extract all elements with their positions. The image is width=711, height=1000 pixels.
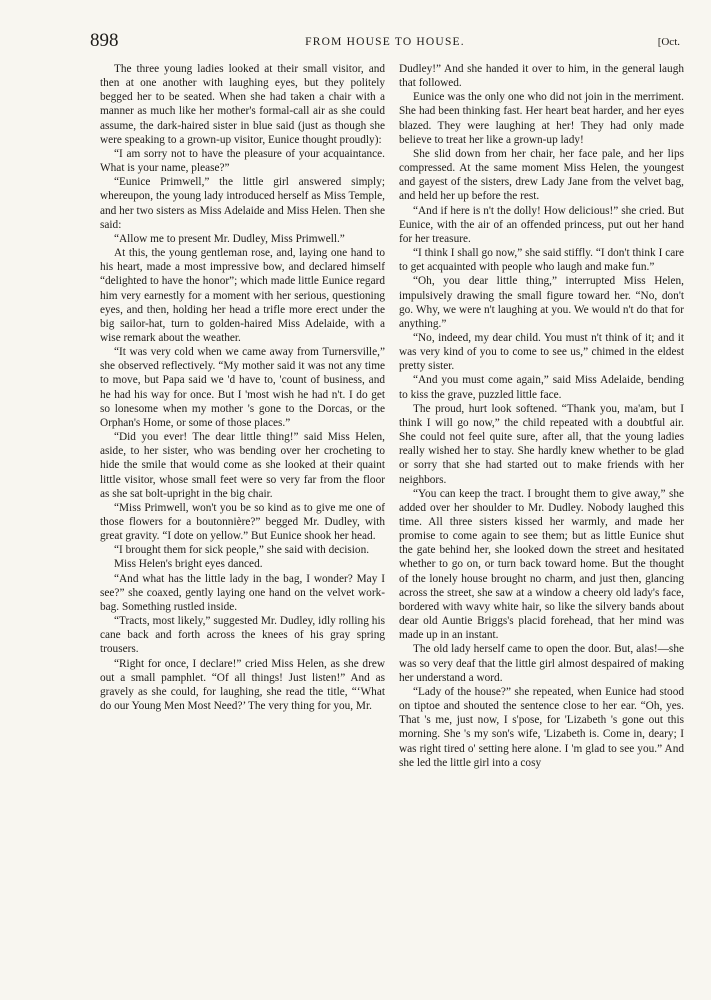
paragraph: “Allow me to present Mr. Dudley, Miss Primwell.” bbox=[114, 232, 345, 245]
paragraph: “Lady of the house?” she repeated, when Eunice had stood on tiptoe and shouted the sentence close to her ear. “Oh, yes. That 's me, just now, I s'pose, for 'Lizabeth 's gone out this morning. She 's my son's wife, 'Lizabeth is. Come in, deary; I was right tired o' setting here alone. I 'm glad to see you.” And she led the little girl into a cosy bbox=[399, 685, 684, 769]
paragraph: “Right for once, I declare!” cried Miss Helen, as she drew out a small pamphlet. “Of all things! Just listen!” And as gravely as she could, for laughing, she read the title, “‘What do our Young Men Most Need?’ The very thing for you, Mr. bbox=[100, 657, 385, 713]
paragraph: “I brought them for sick people,” she said with decision. bbox=[114, 544, 370, 557]
page-header bbox=[90, 30, 680, 54]
paragraph: The old lady herself came to open the door. But, alas!—she was so very deaf that the little girl almost despaired of making her understand a word. bbox=[399, 643, 684, 684]
paragraph: She slid down from her chair, her face pale, and her lips compressed. At the same moment Miss Helen, the youngest and gayest of the sisters, drew Lady Jane from the velvet bag, and held her up before the rest. bbox=[399, 147, 684, 203]
paragraph: Eunice was the only one who did not join in the merriment. She had been thinking fast. Her heart beat harder, and her eyes blazed. They were laughing at her! They had only made believe to treat her like a grown-up lady! bbox=[399, 91, 684, 146]
paragraph: Miss Helen's bright eyes danced. bbox=[114, 558, 263, 571]
paragraph: “Miss Primwell, won't you be so kind as to give me one of those flowers for a boutonnière?” begged Mr. Dudley, with great gravity. “I dote on yellow.” But Eunice shook her head. bbox=[100, 501, 385, 543]
paragraph-continued: Dudley!” And she handed it over to him, in the general laugh that followed. bbox=[399, 63, 684, 90]
right-column bbox=[399, 62, 684, 770]
paragraph: “It was very cold when we came away from Turnersville,” she observed reflectively. “My mother said it was not any time to move, but Papa said we 'd have to, 'count of business, and he had his way for once. But I 'most wish he had n't. I do get so lonesome when my mother 's gone to the Dorcas, or the Orphan's Home, or some of those places.” bbox=[100, 346, 385, 429]
paragraph: “And you must come again,” said Miss Adelaide, bending to kiss the grave, puzzled little face. bbox=[399, 374, 684, 401]
paragraph: “You can keep the tract. I brought them to give away,” she added over her shoulder to Mr. Dudley. Nobody laughed this time. All three sisters kissed her warmly, and made her promise to come again to see them; but as little Eunice shut the gate behind her, she looked down the street and hesitated whether to go on, or turn back toward home. But the thought of the lonely house brought no charm, and just then, glancing across the street, she saw at a window a cheery old lady's face, bordered with wavy white hair, so like the silvery bands about dear old Auntie Briggs's placid forehead, that her mind was made up in an instant. bbox=[399, 487, 684, 642]
paragraph: “No, indeed, my dear child. You must n't think of it; and it was very kind of you to come to see us,” chimed in the eldest pretty sister. bbox=[399, 331, 684, 373]
issue-month: [Oct. bbox=[657, 36, 680, 48]
paragraph: The proud, hurt look softened. “Thank you, ma'am, but I think I will go now,” the child repeated with a doubtful air. She could not feel quite sure, after all, that the young ladies really wished her to stay. She hardly knew whether to be glad or sorry that she had started out to make friends with her neighbors. bbox=[399, 402, 684, 486]
page-number: 898 bbox=[90, 30, 119, 51]
paragraph: “I am sorry not to have the pleasure of your acquaintance. What is your name, please?” bbox=[100, 147, 385, 175]
paragraph: At this, the young gentleman rose, and, laying one hand to his heart, made a most impressive bow, and declared himself “delighted to have the honor”; which made little Eunice regard him very earnestly for a moment with her serious, questioning eyes, and then, holding her head a trifle more erect under the big sailor-hat, turn to golden-haired Miss Adelaide, with a wise remark about the weather. bbox=[100, 247, 385, 344]
paragraph: “And if here is n't the dolly! How delicious!” she cried. But Eunice, with the air of an offended princess, put out her hand for her treasure. bbox=[399, 204, 684, 245]
left-column bbox=[100, 62, 385, 713]
paragraph: “Oh, you dear little thing,” interrupted Miss Helen, impulsively drawing the small figure toward her. “No, don't go. Why, we were n't laughing at you. We would n't do that for anything.” bbox=[399, 275, 684, 330]
paragraph: “Did you ever! The dear little thing!” said Miss Helen, aside, to her sister, who was bending over her crocheting to hide the smile that would come as she looked at their quaint little visitor, whose small feet were so very far from the floor as she sat bolt-upright in the big chair. bbox=[100, 431, 385, 500]
paragraph: “Eunice Primwell,” the little girl answered simply; whereupon, the young lady introduced herself as Miss Temple, and her two sisters as Miss Adelaide and Miss Helen. Then she said: bbox=[100, 176, 385, 231]
running-title: FROM HOUSE TO HOUSE. bbox=[305, 36, 465, 48]
paragraph: “I think I shall go now,” she said stiffly. “I don't think I care to get acquainted with people who laugh and make fun.” bbox=[399, 247, 684, 274]
paragraph: “And what has the little lady in the bag, I wonder? May I see?” she coaxed, gently laying one hand on the velvet work-bag. Something rustled inside. bbox=[100, 572, 385, 613]
paragraph: “Tracts, most likely,” suggested Mr. Dudley, idly rolling his cane back and forth across the knees of his gray spring trousers. bbox=[100, 615, 385, 656]
paragraph: The three young ladies looked at their small visitor, and then at one another with laughing eyes, but they politely begged her to be seated. When she had taken a chair with a manner as much like her mother's formal-call air as she could assume, the dark-haired sister in blue said (just as though she were speaking to a grown-up visitor, Eunice thought proudly): bbox=[100, 63, 385, 146]
